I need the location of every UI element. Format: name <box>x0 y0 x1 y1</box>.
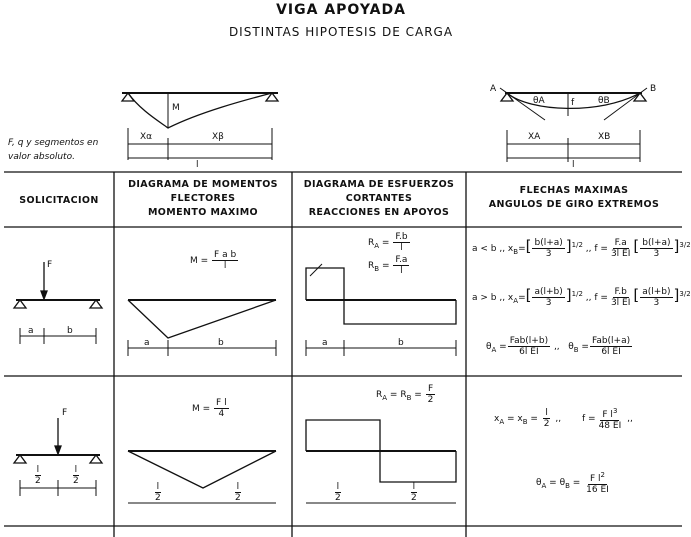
row1-deflection-formula-1: a < b ,, $x_B=$[ $\frac{b(l+a)}{3}$ ]$^{1/2}$ ,, f = $\frac{F.a}{\text{3l EI}}$ [ $\frac{b(l+a)}{3}$ ]$^{3/2}$ <box>472 237 691 259</box>
row2-seg-left: $\frac{l}{2}$ <box>35 465 41 486</box>
label-x-beta: Xβ <box>212 132 224 142</box>
header-solicitacion: SOLICITACION <box>19 195 99 206</box>
label-XB: XB <box>598 132 611 142</box>
row1-moment-seg-b: b <box>218 338 224 348</box>
row2-moment-seg-right: $\frac{l}{2}$ <box>235 482 241 503</box>
header-cortantes: DIAGRAMA DE ESFUERZOS CORTANTES REACCIONES EN APOYOS <box>303 179 455 218</box>
support-left-tri <box>122 93 134 101</box>
row2-moment-seg-left: $\frac{l}{2}$ <box>155 482 161 503</box>
row1-seg-b: b <box>67 326 73 336</box>
label-theta-A: θA <box>533 96 545 106</box>
row2-moment-triangle <box>128 451 276 488</box>
label-theta-B: θB <box>598 96 610 106</box>
row1-seg-a: a <box>28 326 34 336</box>
label-A: A <box>490 84 497 94</box>
page-subtitle: DISTINTAS HIPOTESIS DE CARGA <box>228 25 454 39</box>
row1-theta-formulas: $\theta_A$ = $\frac{\text{Fab(l+b)}}{\text{6l EI}}$ ,, $\theta_B$ = $\frac{\text{Fab(l+a)}}{\text{6l EI}}$ <box>486 336 631 357</box>
note-line-2: valor absoluto. <box>8 152 75 162</box>
row1-moment-formula: M = $\frac{\text{F a b}}{l}$ <box>190 250 237 271</box>
row2-load-label: F <box>62 408 68 418</box>
row2-reactions-formula: $R_A = R_B$ = $\frac{F}{2}$ <box>376 384 434 405</box>
row1-moment-triangle <box>128 300 276 338</box>
row1-deflection-formula-2: a > b ,, $x_A=$[ $\frac{a(l+b)}{3}$ ]$^{1/2}$ ,, f = $\frac{F.b}{\text{3l EI}}$ [ $\frac{a(l+b)}{3}$ ]$^{3/2}$ <box>472 286 691 308</box>
row1-load-label: F <box>47 260 53 270</box>
label-l-top-right: l <box>572 160 575 170</box>
row2-shear-seg-right: $\frac{l}{2}$ <box>411 482 417 503</box>
label-B: B <box>650 84 657 94</box>
label-M: M <box>172 103 180 113</box>
label-l-top-left: l <box>196 160 199 170</box>
page-title: VIGA APOYADA <box>276 2 406 18</box>
row1-moment-seg-a: a <box>144 338 150 348</box>
row2-theta-formula: $\theta_A = \theta_B$ = $\frac{F l^2}{16 EI}$ <box>536 471 609 495</box>
row1-shear-seg-a: a <box>322 338 328 348</box>
row2-f-formula: f = $\frac{F l^3}{48 EI}$ ,, <box>582 407 633 431</box>
row1-RB-formula: $R_B$ = $\frac{F.a}{l}$ <box>368 255 408 276</box>
row2-moment-formula: M = $\frac{\text{F l}}{4}$ <box>192 398 227 419</box>
row2-xa-formula: $x_A = x_B$ = $\frac{l}{2}$ ,, <box>494 408 562 429</box>
moment-curve-top-left <box>128 93 272 128</box>
row1-shear-seg-b: b <box>398 338 404 348</box>
row1-RA-formula: $R_A$ = $\frac{F.b}{l}$ <box>368 232 408 253</box>
label-x-alpha: Xα <box>140 132 153 142</box>
row1-shear-diagram <box>306 268 456 324</box>
label-f: f <box>571 98 575 108</box>
header-momentos: DIAGRAMA DE MOMENTOS FLECTORES MOMENTO MAXIMO <box>128 179 278 218</box>
note-line-1: F, q y segmentos en <box>8 138 99 148</box>
row2-shear-seg-left: $\frac{l}{2}$ <box>335 482 341 503</box>
header-flechas: FLECHAS MAXIMAS ANGULOS DE GIRO EXTREMOS <box>488 185 660 210</box>
label-XA: XA <box>528 132 541 142</box>
row2-seg-right: $\frac{l}{2}$ <box>73 465 79 486</box>
